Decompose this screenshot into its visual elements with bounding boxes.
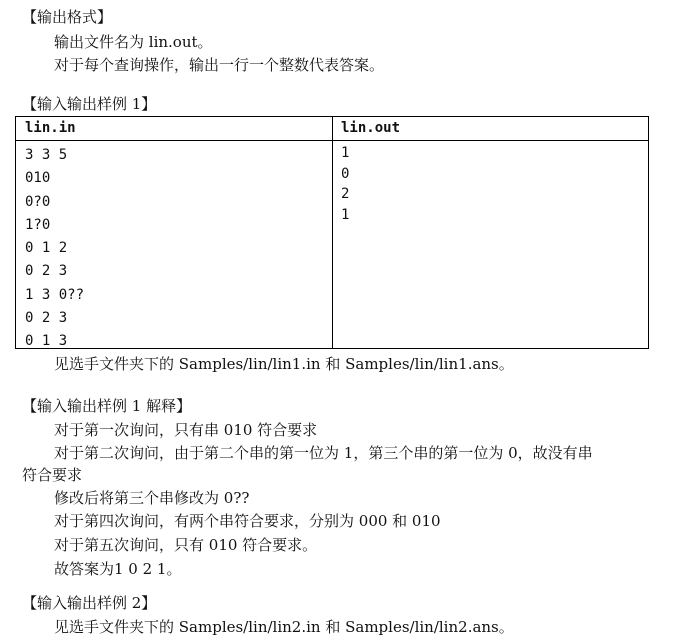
output-format-heading: 【输出格式】: [22, 8, 113, 26]
input-line: 0 2 3: [25, 263, 68, 280]
sample1-table: [15, 116, 649, 349]
sample1-file-note: 见选手文件夹下的 Samples/lin/lin1.in 和 Samples/lin/lin1.ans。: [54, 355, 514, 373]
input-line: 0 1 3: [25, 333, 68, 350]
output-line: 1: [341, 145, 350, 161]
sample1-heading: 【输入输出样例 1】: [22, 95, 157, 113]
output-line: 1: [341, 206, 350, 223]
explanation-answer: 故答案为1 0 2 1。: [54, 560, 182, 578]
output-file-name-text: 输出文件名为 lin.out。: [54, 33, 213, 51]
explanation-line-3: 修改后将第三个串修改为 0??: [54, 489, 250, 507]
input-cell: [25, 147, 84, 357]
explanation-line-1: 对于第一次询问，只有串 010 符合要求: [54, 421, 318, 439]
table-header-in: lin.in: [25, 120, 76, 136]
output-cell: [341, 145, 349, 227]
table-header-out: lin.out: [341, 120, 401, 136]
table-column-divider: [332, 117, 333, 348]
explanation-line-2a: 对于第二次询问，由于第二个串的第一位为 1，第三个串的第一位为 0，故没有串: [54, 444, 593, 462]
explanation-line-4: 对于第四次询问，有两个串符合要求，分别为 000 和 010: [54, 512, 441, 530]
input-line: 3 3 5: [25, 147, 68, 163]
explanation-line-2b: 符合要求: [22, 466, 83, 484]
input-line: 0 2 3: [25, 310, 68, 327]
input-line: 0?0: [25, 193, 51, 210]
input-line: 010: [25, 170, 51, 187]
input-line: 1?0: [25, 216, 51, 233]
output-line: 2: [341, 186, 350, 202]
explanation-heading: 【输入输出样例 1 解释】: [22, 397, 192, 415]
output-requirement-text: 对于每个查询操作，输出一行一个整数代表答案。: [54, 56, 385, 74]
sample2-file-note: 见选手文件夹下的 Samples/lin/lin2.in 和 Samples/lin/lin2.ans。: [54, 618, 514, 636]
output-line: 0: [341, 165, 350, 182]
explanation-line-5: 对于第五次询问，只有 010 符合要求。: [54, 536, 318, 554]
table-header-rule: [16, 140, 648, 141]
sample2-heading: 【输入输出样例 2】: [22, 594, 157, 612]
input-line: 1 3 0??: [25, 286, 85, 303]
input-line: 0 1 2: [25, 240, 68, 257]
